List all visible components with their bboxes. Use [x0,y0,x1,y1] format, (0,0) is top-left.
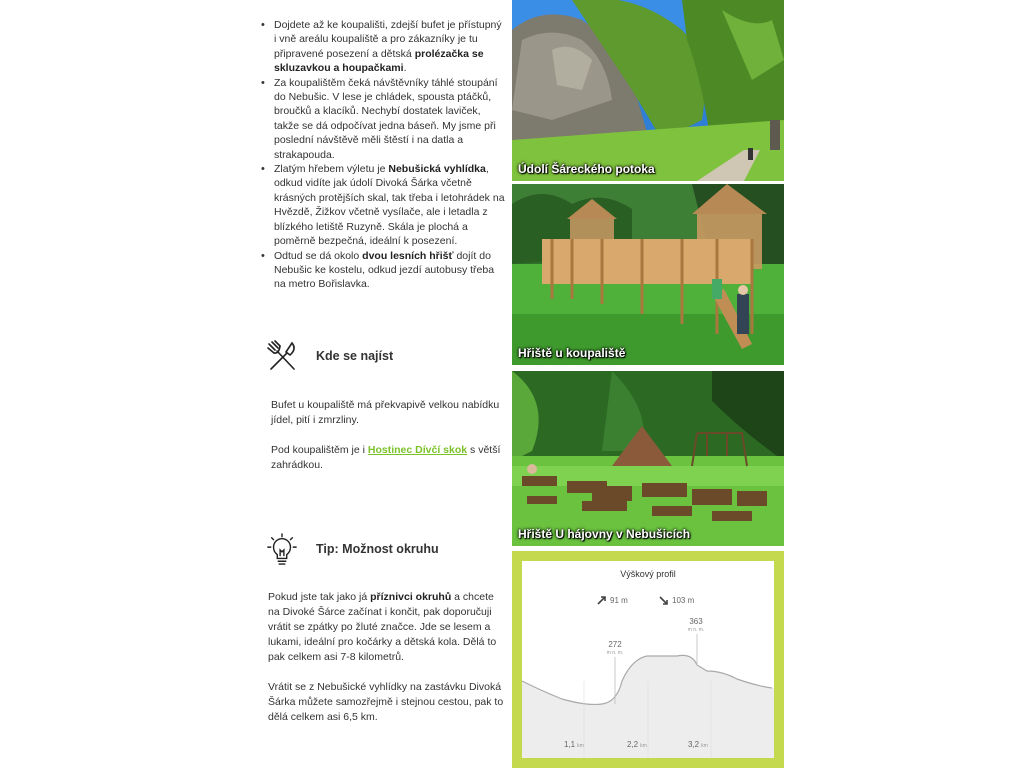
ascent-icon [598,597,605,604]
tip-text [268,590,506,740]
list-item: • Dojdete až ke koupališti, zdejší bufet je přístupný i vně areálu koupaliště a pro zákazníky je tu připravené posezení a dětská prolézačka se skluzavkou a houpačkami. [256,18,506,76]
food-section-title: Kde se najíst [316,349,394,363]
profile-title: Výškový profil [620,569,676,579]
low-point-label: 272 [608,640,622,649]
high-point-label: 363 [689,617,703,626]
route-description [256,18,506,292]
restaurant-link[interactable]: Hostinec Dívčí skok [367,444,468,456]
descent-icon [660,597,667,604]
list-item: • Zlatým hřebem výletu je Nebušická vyhlídka, odkud vidíte jak údolí Divoká Šárka včetně krásných protějších skal, tak třeba i letohrádek na Hvězdě, Žižkov včetně vysílače, ale i letadla z blízkého letiště Ruzyně. Skála je plochá a poměrně bezpečná, ideální k posezení. [256,162,506,248]
playground-photo-image [512,184,784,365]
photo-caption: Údolí Šáreckého potoka [518,162,655,176]
tip-paragraph-2: Vrátit se z Nebušické vyhlídky na zastávku Divoká Šárka můžete samozřejmě i stejnou cestou, pak to dělá celkem asi 6,5 km. [268,681,504,723]
photo-playground-pool[interactable] [512,184,784,365]
food-paragraph: Bufet u koupaliště má překvapivě velkou nabídku jídel, pití i zmrzliny. [271,399,500,426]
low-point-unit: m n. m. [606,650,624,656]
photo-caption: Hřiště u koupaliště [518,346,626,360]
elevation-profile-panel [522,561,774,758]
distance-tick: 3,2 km [688,740,708,749]
list-item: • Odtud se dá okolo dvou lesních hřišť dojít do Nebušic ke kostelu, odkud jezdí autobusy třeba na metro Bořislavka. [256,249,506,292]
list-item: • Za koupalištěm čeká návštěvníky táhlé stoupání do Nebušic. V lese je chládek, spousta ptáčků, broučků a klacíků. Nechybí dostatek laviček, takže se dá odpočívat jedna báseň. My jsme při poslední návštěvě měli štěstí i na datla a strakapouda. [256,76,506,162]
elevation-profile-card[interactable] [512,551,784,768]
tip-paragraph: Pokud jste tak jako já příznivci okruhů a chcete na Divoké Šárce začínat i končit, pak doporučuji vrátit se zpátky po žluté značce. Jde se lesem a lukami, ideální pro kočárky a dětská kola. Dělá to pak celkem asi 7-8 kilometrů. [268,591,497,663]
tip-section-title: Tip: Možnost okruhu [316,542,439,556]
route-bullet-list [256,18,506,292]
elevation-profile-chart [522,561,774,758]
food-text [271,398,506,488]
food-paragraph-2: Pod koupalištěm je i Hostinec Dívčí skok s větší zahrádkou. [271,444,501,471]
valley-photo-image [512,0,784,181]
fork-knife-icon [266,340,298,372]
descent-value: 103 m [672,596,695,605]
photo-valley[interactable] [512,0,784,181]
distance-tick: 1,1 km [564,740,584,749]
tip-section-heading [266,533,439,565]
photo-playground-nebusice[interactable] [512,371,784,546]
lightbulb-icon [266,533,298,565]
photo-caption: Hřiště U hájovny v Nebušicích [518,527,691,541]
forest-playground-photo-image [512,371,784,546]
food-section-heading [266,340,393,372]
distance-tick: 2,2 km [627,740,647,749]
high-point-unit: m n. m. [687,627,705,633]
ascent-value: 91 m [610,596,628,605]
